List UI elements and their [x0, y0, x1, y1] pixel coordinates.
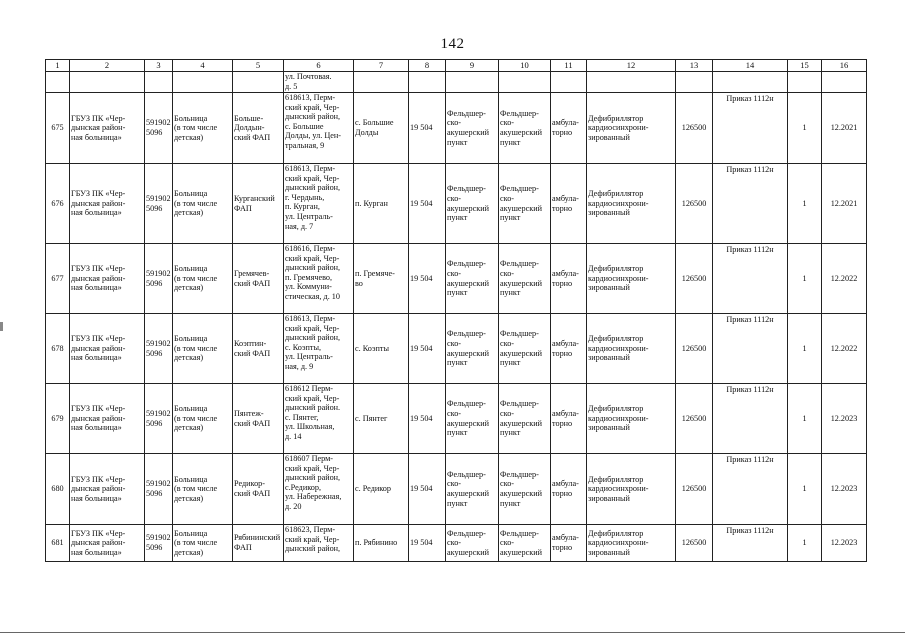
price: 126500 — [676, 314, 713, 384]
unit-kind: Фельдшер- ско- акушерский пункт — [446, 384, 499, 454]
price: 126500 — [676, 164, 713, 244]
column-header-7: 7 — [354, 60, 409, 72]
quantity: 1 — [788, 93, 822, 164]
organization: ГБУЗ ПК «Чер- дынская район- ная больница» — [70, 525, 145, 562]
facility-type: Больница (в том числе детская) — [173, 525, 233, 562]
unit-name: Редикор- ский ФАП — [233, 454, 284, 525]
continuation-row — [46, 72, 867, 93]
page-number: 142 — [440, 36, 465, 52]
facility-type: Больница (в том числе детская) — [173, 384, 233, 454]
care-condition: амбула- торно — [551, 525, 587, 562]
order-reference: Приказ 1112н — [713, 314, 788, 384]
care-condition: амбула- торно — [551, 164, 587, 244]
locality: с. Большие Долды — [354, 93, 409, 164]
continuation-address: ул. Почтовая. д. 5 — [284, 72, 354, 93]
row-number: 681 — [46, 525, 70, 562]
quantity: 1 — [788, 314, 822, 384]
unit-kind: Фельдшер- ско- акушерский пункт — [446, 314, 499, 384]
column-header-10: 10 — [499, 60, 551, 72]
address: 618613, Перм- ский край, Чер- дынский район, г. Чердынь, п. Курган, ул. Централь- ная, д. 7 — [284, 164, 354, 244]
organization: ГБУЗ ПК «Чер- дынская район- ная больница» — [70, 244, 145, 314]
inn: 591902 5096 — [145, 244, 173, 314]
table-row — [46, 314, 867, 384]
column-header-12: 12 — [587, 60, 676, 72]
quantity: 1 — [788, 525, 822, 562]
delivery-date: 12.2023 — [822, 384, 867, 454]
care-condition: амбула- торно — [551, 384, 587, 454]
column-header-14: 14 — [713, 60, 788, 72]
column-header-5: 5 — [233, 60, 284, 72]
locality: с. Пянтег — [354, 384, 409, 454]
row-number: 679 — [46, 384, 70, 454]
quantity: 1 — [788, 384, 822, 454]
table-row — [46, 454, 867, 525]
unit-kind: Фельдшер- ско- акушерский пункт — [446, 244, 499, 314]
inn: 591902 5096 — [145, 384, 173, 454]
column-header-2: 2 — [70, 60, 145, 72]
facility-type: Больница (в том числе детская) — [173, 454, 233, 525]
address: 618607 Перм- ский край, Чер- дынский район, с.Редикор, ул. Набережная, д. 20 — [284, 454, 354, 525]
column-header-11: 11 — [551, 60, 587, 72]
scan-bottom-line — [0, 632, 905, 633]
locality: с. Редикор — [354, 454, 409, 525]
address: 618613, Перм- ский край, Чер- дынский район, с. Большие Долды, ул. Цен- тральная, 9 — [284, 93, 354, 164]
order-reference: Приказ 1112н — [713, 384, 788, 454]
inn: 591902 5096 — [145, 164, 173, 244]
price: 126500 — [676, 525, 713, 562]
care-condition: амбула- торно — [551, 244, 587, 314]
row-number: 680 — [46, 454, 70, 525]
unit-name: Коэптин- ский ФАП — [233, 314, 284, 384]
delivery-date: 12.2023 — [822, 525, 867, 562]
inn: 591902 5096 — [145, 314, 173, 384]
table-row — [46, 525, 867, 562]
register-table — [45, 59, 867, 562]
unit-kind-alt: Фельдшер- ско- акушерский пункт — [499, 244, 551, 314]
table-row — [46, 93, 867, 164]
address: 618612 Перм- ский край, Чер- дынский район. с. Пянтег, ул. Школьная, д. 14 — [284, 384, 354, 454]
equipment: Дефибриллятор кардиосинхрони- зированный — [587, 525, 676, 562]
table-row — [46, 164, 867, 244]
column-header-9: 9 — [446, 60, 499, 72]
locality: с. Коэпты — [354, 314, 409, 384]
column-header-8: 8 — [409, 60, 446, 72]
organization: ГБУЗ ПК «Чер- дынская район- ная больница» — [70, 164, 145, 244]
table-row — [46, 384, 867, 454]
scan-edge-mark — [0, 322, 3, 331]
price: 126500 — [676, 454, 713, 525]
organization: ГБУЗ ПК «Чер- дынская район- ная больница» — [70, 454, 145, 525]
unit-name: Курганский ФАП — [233, 164, 284, 244]
inn: 591902 5096 — [145, 93, 173, 164]
equipment: Дефибриллятор кардиосинхрони- зированный — [587, 454, 676, 525]
column-header-15: 15 — [788, 60, 822, 72]
organization: ГБУЗ ПК «Чер- дынская район- ная больница» — [70, 384, 145, 454]
territory-code: 19 504 — [409, 384, 446, 454]
locality: п. Рябинино — [354, 525, 409, 562]
facility-type: Больница (в том числе детская) — [173, 164, 233, 244]
organization: ГБУЗ ПК «Чер- дынская район- ная больница» — [70, 314, 145, 384]
column-header-1: 1 — [46, 60, 70, 72]
order-reference: Приказ 1112н — [713, 454, 788, 525]
inn: 591902 5096 — [145, 454, 173, 525]
delivery-date: 12.2023 — [822, 454, 867, 525]
column-header-3: 3 — [145, 60, 173, 72]
address: 618623, Перм- ский край, Чер- дынский район, — [284, 525, 354, 562]
unit-name: Гремячев- ский ФАП — [233, 244, 284, 314]
unit-kind: Фельдшер- ско- акушерский пункт — [446, 454, 499, 525]
territory-code: 19 504 — [409, 244, 446, 314]
unit-name: Рябининский ФАП — [233, 525, 284, 562]
address: 618613, Перм- ский край, Чер- дынский район, с. Коэпты, ул. Централь- ная, д. 9 — [284, 314, 354, 384]
care-condition: амбула- торно — [551, 93, 587, 164]
order-reference: Приказ 1112н — [713, 244, 788, 314]
equipment: Дефибриллятор кардиосинхрони- зированный — [587, 314, 676, 384]
price: 126500 — [676, 384, 713, 454]
unit-kind: Фельдшер- ско- акушерский пункт — [446, 93, 499, 164]
row-number: 678 — [46, 314, 70, 384]
unit-kind-alt: Фельдшер- ско- акушерский пункт — [499, 454, 551, 525]
delivery-date: 12.2021 — [822, 93, 867, 164]
locality: п. Курган — [354, 164, 409, 244]
unit-kind-alt: Фельдшер- ско- акушерский пункт — [499, 314, 551, 384]
unit-kind-alt: Фельдшер- ско- акушерский пункт — [499, 93, 551, 164]
price: 126500 — [676, 93, 713, 164]
order-reference: Приказ 1112н — [713, 525, 788, 562]
locality: п. Гремяче- во — [354, 244, 409, 314]
facility-type: Больница (в том числе детская) — [173, 244, 233, 314]
unit-kind: Фельдшер- ско- акушерский — [446, 525, 499, 562]
order-reference: Приказ 1112н — [713, 93, 788, 164]
facility-type: Больница (в том числе детская) — [173, 314, 233, 384]
unit-name: Больше- Долдын- ский ФАП — [233, 93, 284, 164]
equipment: Дефибриллятор кардиосинхрони- зированный — [587, 164, 676, 244]
column-header-4: 4 — [173, 60, 233, 72]
row-number: 677 — [46, 244, 70, 314]
unit-kind-alt: Фельдшер- ско- акушерский — [499, 525, 551, 562]
row-number: 675 — [46, 93, 70, 164]
column-header-16: 16 — [822, 60, 867, 72]
care-condition: амбула- торно — [551, 454, 587, 525]
quantity: 1 — [788, 454, 822, 525]
delivery-date: 12.2021 — [822, 164, 867, 244]
price: 126500 — [676, 244, 713, 314]
facility-type: Больница (в том числе детская) — [173, 93, 233, 164]
organization: ГБУЗ ПК «Чер- дынская район- ная больница» — [70, 93, 145, 164]
equipment: Дефибриллятор кардиосинхрони- зированный — [587, 244, 676, 314]
unit-kind-alt: Фельдшер- ско- акушерский пункт — [499, 164, 551, 244]
table-row — [46, 244, 867, 314]
delivery-date: 12.2022 — [822, 244, 867, 314]
unit-kind-alt: Фельдшер- ско- акушерский пункт — [499, 384, 551, 454]
column-header-6: 6 — [284, 60, 354, 72]
column-header-13: 13 — [676, 60, 713, 72]
quantity: 1 — [788, 244, 822, 314]
row-number: 676 — [46, 164, 70, 244]
equipment: Дефибриллятор кардиосинхрони- зированный — [587, 384, 676, 454]
inn: 591902 5096 — [145, 525, 173, 562]
territory-code: 19 504 — [409, 314, 446, 384]
unit-name: Пянтеж- ский ФАП — [233, 384, 284, 454]
territory-code: 19 504 — [409, 454, 446, 525]
territory-code: 19 504 — [409, 525, 446, 562]
equipment: Дефибриллятор кардиосинхрони- зированный — [587, 93, 676, 164]
quantity: 1 — [788, 164, 822, 244]
table-body — [46, 72, 867, 562]
delivery-date: 12.2022 — [822, 314, 867, 384]
territory-code: 19 504 — [409, 93, 446, 164]
order-reference: Приказ 1112н — [713, 164, 788, 244]
territory-code: 19 504 — [409, 164, 446, 244]
column-number-row — [46, 60, 867, 72]
address: 618616, Перм- ский край, Чер- дынский район, п. Гремячево, ул. Коммуни- стическая, д. 10 — [284, 244, 354, 314]
care-condition: амбула- торно — [551, 314, 587, 384]
unit-kind: Фельдшер- ско- акушерский пункт — [446, 164, 499, 244]
